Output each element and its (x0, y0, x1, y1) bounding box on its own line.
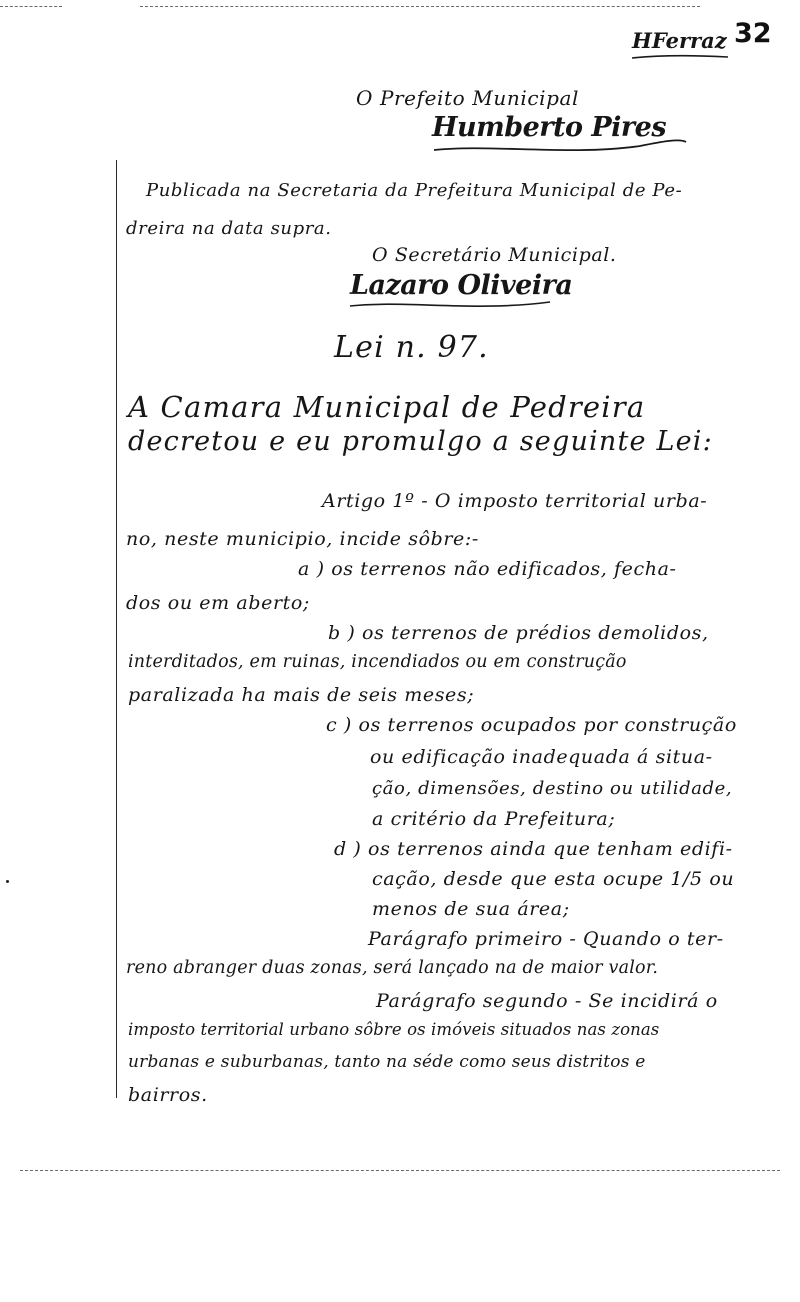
secretary-signature-flourish (346, 296, 556, 316)
body-line: c ) os terrenos ocupados por construção (326, 714, 737, 736)
secretary-title: O Secretário Municipal. (372, 244, 617, 266)
publication-line-2: dreira na data supra. (126, 218, 332, 239)
body-line: menos de sua área; (372, 898, 570, 920)
body-line: reno abranger duas zonas, será lançado na de maior valor. (126, 958, 659, 978)
page-number: 32 (734, 18, 772, 49)
body-line: cação, desde que esta ocupe 1/5 ou (372, 868, 735, 890)
body-line: Parágrafo primeiro - Quando o ter- (368, 928, 724, 950)
body-line: paralizada ha mais de seis meses; (128, 684, 475, 706)
body-line: interditados, em ruinas, incendiados ou em construção (128, 652, 627, 672)
body-line: imposto territorial urbano sôbre os imóveis situados nas zonas (128, 1020, 660, 1039)
margin-dot (6, 880, 9, 883)
header-signature-underline (630, 52, 730, 62)
body-line: bairros. (128, 1084, 208, 1106)
body-line: ou edificação inadequada á situa- (370, 746, 713, 768)
margin-rule (116, 160, 117, 1098)
body-line: b ) os terrenos de prédios demolidos, (328, 622, 709, 644)
body-line: a ) os terrenos não edificados, fecha- (298, 558, 677, 580)
body-line: d ) os terrenos ainda que tenham edifi- (334, 838, 733, 860)
law-heading-line-2: decretou e eu promulgo a seguinte Lei: (128, 426, 713, 457)
body-line: no, neste municipio, incide sôbre:- (126, 528, 479, 550)
law-heading-line-1: A Camara Municipal de Pedreira (128, 390, 646, 424)
header-initials-signature: HFerraz (632, 28, 727, 53)
body-line: urbanas e suburbanas, tanto na séde como seus distritos e (128, 1052, 646, 1072)
publication-line-1: Publicada na Secretaria da Prefeitura Municipal de Pe- (146, 180, 683, 201)
body-line: ção, dimensões, destino ou utilidade, (372, 778, 733, 799)
body-line: Parágrafo segundo - Se incidirá o (376, 990, 718, 1012)
mayor-signature: Humberto Pires (432, 112, 667, 143)
mayor-title: O Prefeito Municipal (356, 86, 580, 110)
scan-edge-bottom (20, 1170, 780, 1171)
mayor-signature-flourish (430, 136, 690, 166)
body-line: Artigo 1º - O imposto territorial urba- (322, 490, 708, 512)
body-line: dos ou em aberto; (126, 592, 310, 614)
body-line: a critério da Prefeitura; (372, 808, 616, 830)
secretary-signature: Lazaro Oliveira (350, 270, 573, 301)
law-number: Lei n. 97. (334, 330, 489, 365)
scan-edge-top-left (0, 6, 62, 7)
scan-edge-top (140, 6, 700, 7)
